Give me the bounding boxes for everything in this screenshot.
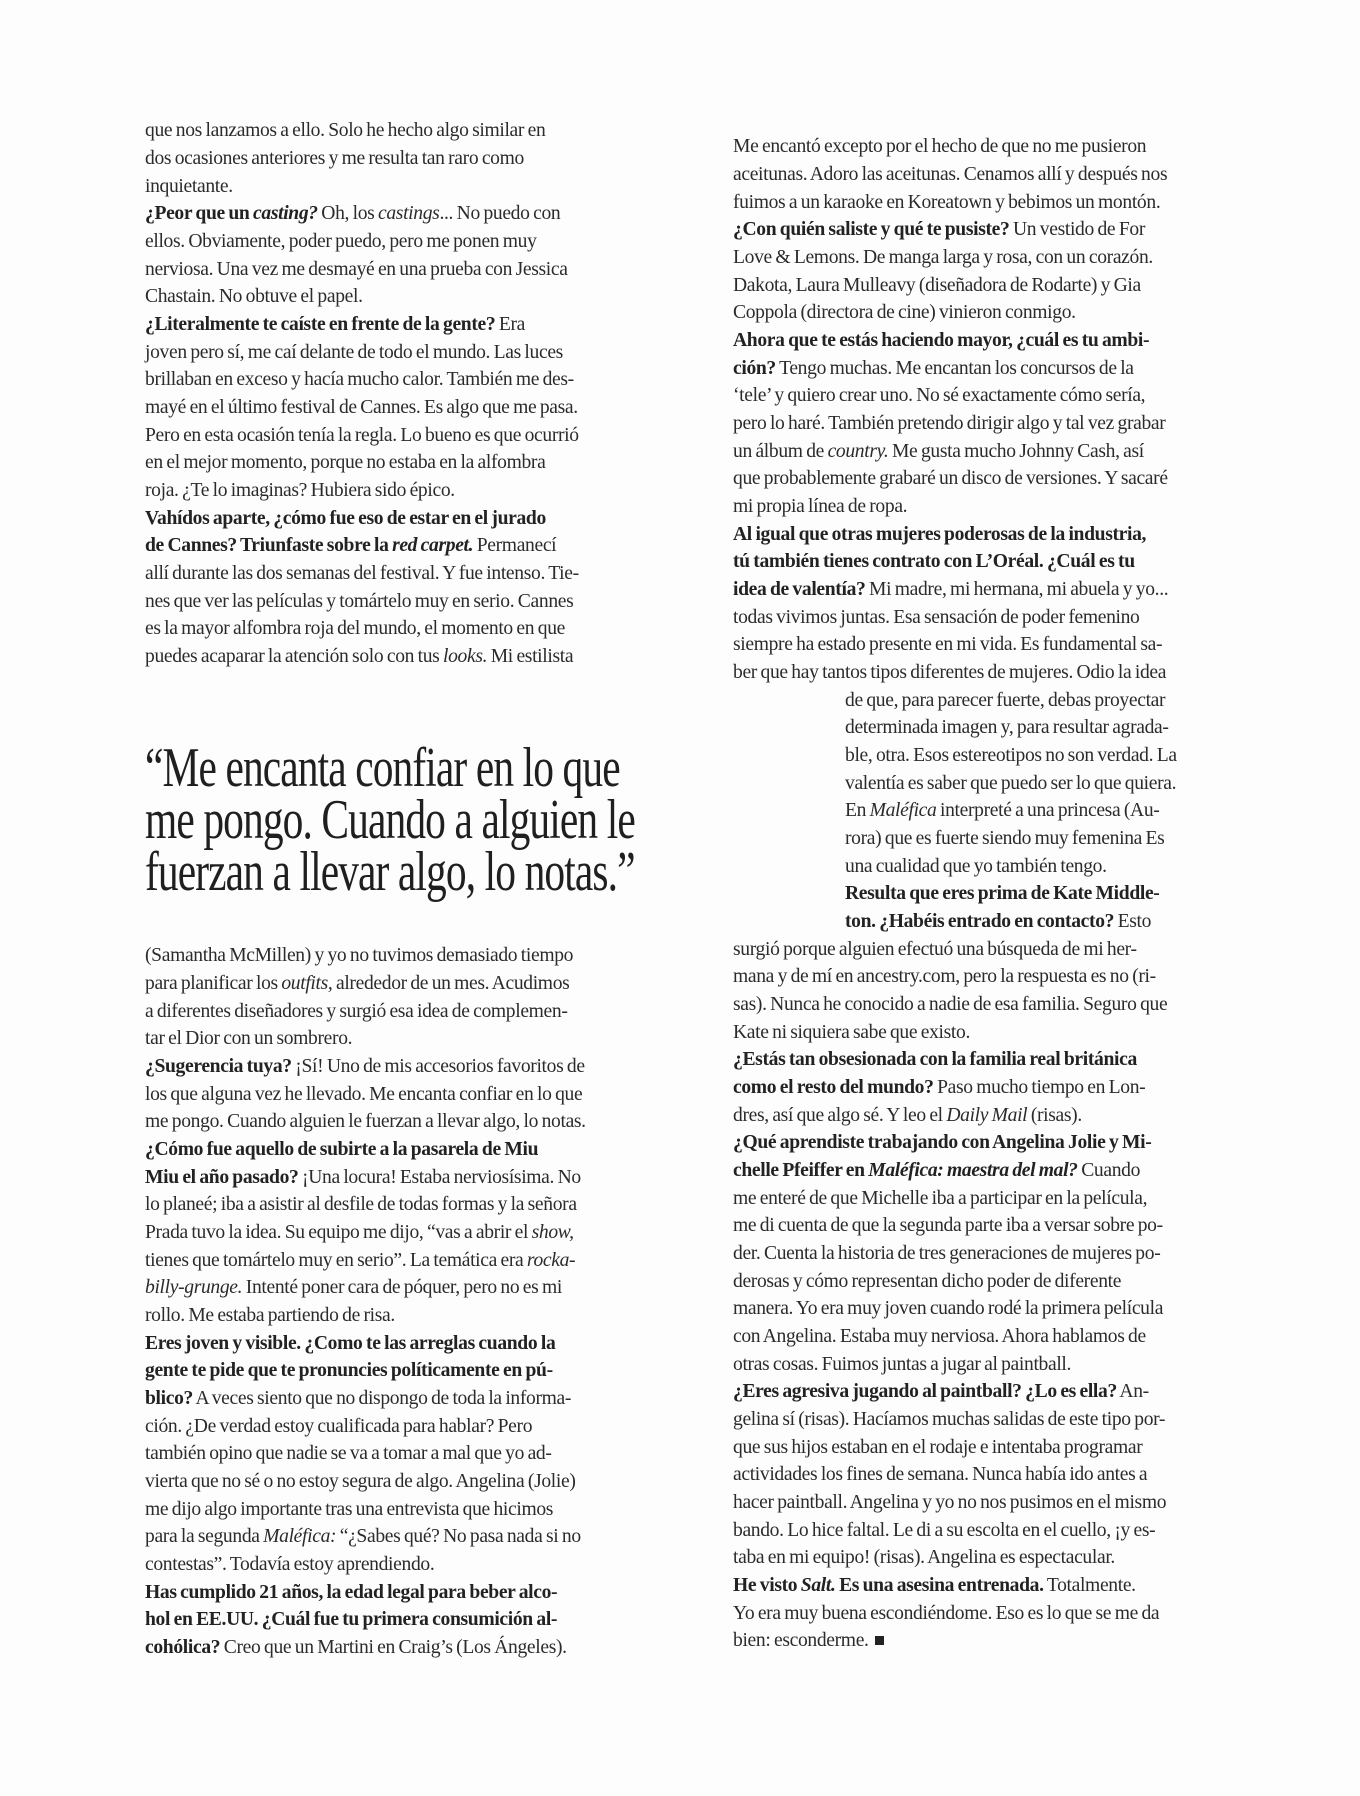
text-line	[845, 742, 1177, 770]
text-line	[145, 1274, 562, 1302]
question-text: chelle Pfeiffer en	[733, 1160, 869, 1181]
text-line	[145, 1081, 582, 1109]
answer-text: ber que hay tantos tipos diferentes de mujeres. Odio la idea	[733, 662, 1167, 683]
text-line	[733, 1295, 1163, 1323]
question-text: ¿Estás tan obsesionada con la familia real británica	[733, 1049, 1137, 1070]
answer-text: “¿Sabes qué? No pasa nada si no	[336, 1526, 581, 1547]
answer-text: Paso mucho tiempo en Lon-	[933, 1077, 1146, 1098]
answer-text: actividades los fines de semana. Nunca había ido antes a	[733, 1464, 1148, 1485]
answer-text: que sus hijos estaban en el rodaje e intentaba programar	[733, 1437, 1143, 1458]
answer-text: fuimos a un karaoke en Koreatown y bebimos un montón.	[733, 192, 1161, 213]
text-line	[733, 1351, 1071, 1379]
answer-text: rollo. Me estaba partiendo de risa.	[145, 1305, 395, 1326]
answer-text: Me encantó excepto por el hecho de que no me pusieron	[733, 136, 1147, 157]
text-line	[145, 1634, 567, 1662]
answer-text: inquietante.	[145, 176, 233, 197]
answer-text: nes que ver las películas y tomártelo muy en serio. Cannes	[145, 591, 574, 612]
question-text: hol en EE.UU. ¿Cuál fue tu primera consumición al-	[145, 1609, 558, 1630]
answer-text: Me gusta mucho Johnny Cash, así	[888, 441, 1144, 462]
text-line	[733, 299, 1076, 327]
text-line	[145, 970, 569, 998]
answer-text: también opino que nadie se va a tomar a mal que yo ad-	[145, 1443, 552, 1464]
answer-text: me dijo algo importante tras una entrevista que hicimos	[145, 1499, 554, 1520]
italic-text: casting?	[253, 203, 318, 224]
italic-text: country.	[827, 441, 889, 462]
question-text: tú también tienes contrato con L’Oréal. ¿Cuál es tu	[733, 551, 1135, 572]
text-line	[733, 327, 1149, 355]
answer-text: bando. Lo hice faltal. Le di a su escolta en el cuello, ¡y es-	[733, 1520, 1156, 1541]
text-line	[733, 1378, 1149, 1406]
answer-text: bien: esconderme.	[733, 1630, 869, 1651]
answer-text: nerviosa. Una vez me desmayé en una prueba con Jessica	[145, 259, 568, 280]
text-line	[145, 615, 565, 643]
italic-text: Maléfica: maestra del mal?	[868, 1160, 1078, 1181]
text-line	[733, 1074, 1145, 1102]
answer-text: alrededor de un mes. Acudimos	[332, 973, 570, 994]
question-text: He visto	[733, 1575, 801, 1596]
answer-text: Totalmente.	[1043, 1575, 1136, 1596]
text-line	[733, 1102, 1082, 1130]
text-line	[733, 133, 1146, 161]
answer-text: me enteré de que Michelle iba a participar en la película,	[733, 1188, 1148, 1209]
question-text: Resulta que eres prima de Kate Middle-	[845, 883, 1160, 904]
text-line	[145, 145, 524, 173]
answer-text: aceitunas. Adoro las aceitunas. Cenamos allí y después nos	[733, 164, 1168, 185]
text-line	[145, 228, 537, 256]
question-text: ¿Cómo fue aquello de subirte a la pasarela de Miu	[145, 1139, 539, 1160]
question-text	[868, 1160, 1077, 1181]
text-line	[145, 394, 578, 422]
answer-text: (Samantha McMillen) y yo no tuvimos demasiado tiempo	[145, 945, 574, 966]
answer-text: un álbum de	[733, 441, 828, 462]
text-line	[145, 422, 579, 450]
answer-text: ción. ¿De verdad estoy cualificada para hablar? Pero	[145, 1416, 533, 1437]
pull-quote-line: “Me encanta confiar en lo que	[145, 737, 620, 799]
text-line	[145, 117, 545, 145]
question-text: ¿Con quién saliste y qué te pusiste?	[733, 219, 1010, 240]
question-text: Has cumplido 21 años, la edad legal para beber alco-	[145, 1582, 558, 1603]
question-text	[253, 203, 318, 224]
text-line	[845, 714, 1169, 742]
question-text: ton. ¿Habéis entrado en contacto?	[845, 911, 1115, 932]
question-text: blico?	[145, 1388, 193, 1409]
question-text: ¿Qué aprendiste trabajando con Angelina Jolie y Mi-	[733, 1132, 1152, 1153]
answer-text: dos ocasiones anteriores y me resulta tan raro como	[145, 148, 524, 169]
italic-text: rocka-	[526, 1250, 576, 1271]
text-line	[733, 1627, 884, 1655]
text-line	[145, 998, 568, 1026]
question-text: gente te pide que te pronuncies políticamente en pú-	[145, 1360, 553, 1381]
text-line	[145, 1579, 557, 1607]
text-line	[145, 200, 560, 228]
question-text: ¿Eres agresiva jugando al paintball? ¿Lo es ella?	[733, 1381, 1117, 1402]
text-line	[145, 1302, 395, 1330]
italic-text: Daily Mail	[946, 1105, 1028, 1126]
text-line	[145, 311, 525, 339]
text-line	[145, 1468, 576, 1496]
text-line	[145, 449, 545, 477]
text-line	[733, 1212, 1163, 1240]
text-line	[733, 991, 1167, 1019]
answer-text: para la segunda	[145, 1526, 264, 1547]
text-line	[145, 1136, 538, 1164]
answer-text: derosas y cómo representan dicho poder de diferente	[733, 1271, 1122, 1292]
text-line	[845, 853, 1107, 881]
answer-text: interpreté a una princesa (Au-	[936, 800, 1160, 821]
answer-text: siempre ha estado presente en mi vida. Es fundamental sa-	[733, 634, 1163, 655]
text-line	[733, 1544, 1115, 1572]
text-line	[145, 477, 455, 505]
answer-text: gelina sí (risas). Hacíamos muchas salidas de este tipo por-	[733, 1409, 1166, 1430]
text-line	[733, 936, 1137, 964]
question-text	[392, 535, 473, 556]
answer-text: Permanecí	[473, 535, 557, 556]
answer-text: puedes acaparar la atención solo con tus	[145, 646, 444, 667]
answer-text: contestas”. Todavía estoy aprendiendo.	[145, 1554, 435, 1575]
answer-text: tienes que tomártelo muy en serio”. La temática era	[145, 1250, 527, 1271]
answer-text: otras cosas. Fuimos juntas a jugar al paintball.	[733, 1354, 1072, 1375]
text-line	[733, 382, 1145, 410]
answer-text: una cualidad que yo también tengo.	[845, 856, 1107, 877]
text-line	[145, 283, 363, 311]
answer-text: Dakota, Laura Mulleavy (diseñadora de Rodarte) y Gia	[733, 275, 1141, 296]
answer-text: En	[845, 800, 870, 821]
answer-text: ellos. Obviamente, poder puedo, pero me ponen muy	[145, 231, 537, 252]
answer-text: Yo era muy buena escondiéndome. Eso es lo que se me da	[733, 1603, 1160, 1624]
answer-text: que probablemente grabaré un disco de versiones. Y sacaré	[733, 468, 1168, 489]
answer-text: es la mayor alfombra roja del mundo, el momento en que	[145, 618, 565, 639]
question-text: Ahora que te estás haciendo mayor, ¿cuál es tu ambi-	[733, 330, 1150, 351]
text-line	[733, 604, 1140, 632]
text-line	[145, 1440, 552, 1468]
italic-text: red carpet.	[392, 535, 474, 556]
italic-text: Maléfica	[869, 800, 937, 821]
question-text: idea de valentía?	[733, 579, 866, 600]
text-line	[733, 1489, 1166, 1517]
answer-text: ‘tele’ y quiero crear uno. No sé exactamente cómo sería,	[733, 385, 1146, 406]
answer-text: An-	[1116, 1381, 1149, 1402]
answer-text: de que, para parecer fuerte, debas proyectar	[845, 690, 1166, 711]
question-text: ¿Literalmente te caíste en frente de la gente?	[145, 314, 496, 335]
answer-text: pero lo haré. También pretendo dirigir algo y tal vez grabar	[733, 413, 1166, 434]
question-text: Eres joven y visible. ¿Como te las arreglas cuando la	[145, 1333, 556, 1354]
text-line	[733, 1129, 1151, 1157]
answer-text: para planificar los	[145, 973, 282, 994]
question-text: Vahídos aparte, ¿cómo fue eso de estar en el jurado	[145, 508, 546, 529]
answer-text: manera. Yo era muy joven cuando rodé la primera película	[733, 1298, 1164, 1319]
answer-text: ¡Una locura! Estaba nerviosísima. No	[298, 1167, 581, 1188]
answer-text: me di cuenta de que la segunda parte iba a versar sobre po-	[733, 1215, 1163, 1236]
answer-text: Kate ni siquiera sabe que existo.	[733, 1022, 971, 1043]
question-text: como el resto del mundo?	[733, 1077, 934, 1098]
pull-quote-line: fuerzan a llevar algo, lo notas.”	[145, 841, 635, 903]
text-line	[733, 1600, 1159, 1628]
answer-text: roja. ¿Te lo imaginas? Hubiera sido épico.	[145, 480, 455, 501]
text-line	[733, 659, 1166, 687]
text-line	[733, 521, 1146, 549]
answer-text: (risas).	[1027, 1105, 1082, 1126]
text-line	[733, 1157, 1140, 1185]
text-line	[733, 1406, 1165, 1434]
answer-text: con Angelina. Estaba muy nerviosa. Ahora hablamos de	[733, 1326, 1146, 1347]
question-text: ¿Peor que un	[145, 203, 254, 224]
answer-text: mi propia línea de ropa.	[733, 496, 908, 517]
text-line	[145, 560, 579, 588]
answer-text: Coppola (directora de cine) vinieron conmigo.	[733, 302, 1076, 323]
text-line	[145, 1551, 434, 1579]
text-line	[145, 1053, 585, 1081]
answer-text: determinada imagen y, para resultar agrada-	[845, 717, 1169, 738]
answer-text: Intenté poner cara de póquer, pero no es mi	[242, 1277, 562, 1298]
text-line	[145, 1191, 577, 1219]
italic-text: outfits,	[281, 973, 333, 994]
answer-text: ... No puedo con	[439, 203, 561, 224]
text-line	[845, 825, 1164, 853]
text-line	[733, 1323, 1146, 1351]
answer-text: me pongo. Cuando alguien le fuerzan a llevar algo, lo notas.	[145, 1111, 586, 1132]
italic-text: Salt.	[800, 1575, 836, 1596]
answer-text: hacer paintball. Angelina y yo no nos pusimos en el mismo	[733, 1492, 1167, 1513]
answer-text: tar el Dior con un sombrero.	[145, 1028, 353, 1049]
answer-text: Prada tuvo la idea. Su equipo me dijo, “vas a abrir el	[145, 1222, 532, 1243]
text-line	[733, 1019, 970, 1047]
text-line	[733, 576, 1168, 604]
text-line	[733, 493, 907, 521]
text-line	[733, 410, 1165, 438]
answer-text: lo planeé; iba a asistir al desfile de todas formas y la señora	[145, 1194, 577, 1215]
text-line	[733, 1185, 1147, 1213]
text-line	[145, 366, 574, 394]
text-line	[145, 1606, 557, 1634]
answer-text: ble, otra. Esos estereotipos no son verdad. La	[845, 745, 1177, 766]
text-line	[845, 908, 1151, 936]
answer-text: Mi estilista	[487, 646, 574, 667]
text-line	[845, 687, 1165, 715]
answer-text: Un vestido de For	[1009, 219, 1145, 240]
text-line	[733, 1517, 1155, 1545]
answer-text: Cuando	[1077, 1160, 1141, 1181]
text-line	[145, 643, 573, 671]
answer-text: taba en mi equipo! (risas). Angelina es espectacular.	[733, 1547, 1115, 1568]
pull-quote-line: me pongo. Cuando a alguien le	[145, 789, 635, 851]
answer-text: A veces siento que no dispongo de toda la informa-	[192, 1388, 572, 1409]
question-text: ción?	[733, 358, 776, 379]
text-line	[733, 1240, 1160, 1268]
answer-text: Chastain. No obtuve el papel.	[145, 286, 363, 307]
answer-text: mana y de mí en ancestry.com, pero la respuesta es no (ri-	[733, 966, 1156, 987]
italic-text: Maléfica:	[263, 1526, 337, 1547]
italic-text: looks.	[443, 646, 488, 667]
text-line	[733, 1461, 1147, 1489]
answer-text: Era	[495, 314, 526, 335]
text-line	[733, 548, 1135, 576]
text-line	[145, 1164, 581, 1192]
answer-text: Oh, los	[317, 203, 379, 224]
question-text: Al igual que otras mujeres poderosas de la industria,	[733, 524, 1147, 545]
answer-text: Esto	[1114, 911, 1152, 932]
question-text: Miu el año pasado?	[145, 1167, 299, 1188]
text-line	[145, 942, 573, 970]
answer-text: der. Cuenta la historia de tres generaciones de mujeres po-	[733, 1243, 1161, 1264]
italic-text: castings	[378, 203, 440, 224]
answer-text: Mi madre, mi hermana, mi abuela y yo...	[865, 579, 1169, 600]
text-line	[145, 505, 546, 533]
text-line	[845, 880, 1159, 908]
text-line	[145, 339, 563, 367]
text-line	[733, 1046, 1137, 1074]
answer-text: dres, así que algo sé. Y leo el	[733, 1105, 947, 1126]
answer-text: joven pero sí, me caí delante de todo el mundo. Las luces	[145, 342, 563, 363]
question-text: de Cannes? Triunfaste sobre la	[145, 535, 393, 556]
pull-quote	[145, 737, 805, 903]
answer-text: todas vivimos juntas. Esa sensación de poder femenino	[733, 607, 1140, 628]
text-line	[845, 797, 1159, 825]
answer-text: ¡Sí! Uno de mis accesorios favoritos de	[291, 1056, 585, 1077]
text-line	[733, 355, 1134, 383]
text-line	[145, 1385, 571, 1413]
question-text: cohólica?	[145, 1637, 221, 1658]
text-line	[145, 532, 556, 560]
text-line	[145, 1523, 581, 1551]
answer-text: valentía es saber que puedo ser lo que quiera.	[845, 773, 1177, 794]
answer-text: que nos lanzamos a ello. Solo he hecho algo similar en	[145, 120, 546, 141]
answer-text: vierta que no sé o no estoy segura de algo. Angelina (Jolie)	[145, 1471, 576, 1492]
answer-text: Creo que un Martini en Craig’s (Los Ángeles).	[220, 1637, 567, 1658]
text-line	[733, 1268, 1121, 1296]
text-line	[733, 1572, 1136, 1600]
question-text	[801, 1575, 836, 1596]
question-text: Es una asesina entrenada.	[835, 1575, 1044, 1596]
text-line	[733, 189, 1160, 217]
italic-text: billy-grunge.	[145, 1277, 243, 1298]
text-line	[145, 1357, 553, 1385]
italic-text: show,	[531, 1222, 574, 1243]
answer-text: brillaban en exceso y hacía mucho calor. También me des-	[145, 369, 574, 390]
answer-text: surgió porque alguien efectuó una búsqueda de mi her-	[733, 939, 1137, 960]
text-line	[733, 1434, 1142, 1462]
question-text: ¿Sugerencia tuya?	[145, 1056, 292, 1077]
text-line	[733, 161, 1167, 189]
text-line	[145, 1413, 532, 1441]
text-line	[733, 631, 1162, 659]
text-line	[145, 588, 573, 616]
answer-text: a diferentes diseñadores y surgió esa idea de complemen-	[145, 1001, 568, 1022]
text-line	[145, 1108, 586, 1136]
text-line	[145, 1025, 352, 1053]
answer-text: en el mejor momento, porque no estaba en la alfombra	[145, 452, 546, 473]
text-line	[733, 438, 1144, 466]
text-line	[145, 1247, 575, 1275]
answer-text: Tengo muchas. Me encantan los concursos de la	[775, 358, 1134, 379]
text-line	[733, 272, 1141, 300]
answer-text: sas). Nunca he conocido a nadie de esa familia. Seguro que	[733, 994, 1168, 1015]
text-line	[145, 173, 233, 201]
answer-text: rora) que es fuerte siendo muy femenina Es	[845, 828, 1165, 849]
text-line	[145, 1496, 553, 1524]
text-line	[733, 963, 1156, 991]
answer-text: los que alguna vez he llevado. Me encanta confiar en lo que	[145, 1084, 583, 1105]
text-line	[845, 770, 1176, 798]
answer-text: allí durante las dos semanas del festival. Y fue intenso. Tie-	[145, 563, 579, 584]
text-line	[145, 1219, 574, 1247]
text-line	[145, 1330, 555, 1358]
text-line	[733, 216, 1145, 244]
end-of-article-square-icon	[875, 1636, 884, 1645]
text-line	[733, 244, 1153, 272]
answer-text: Love & Lemons. De manga larga y rosa, con un corazón.	[733, 247, 1153, 268]
text-line	[145, 256, 568, 284]
answer-text: mayé en el último festival de Cannes. Es algo que me pasa.	[145, 397, 578, 418]
text-line	[733, 465, 1168, 493]
answer-text: Pero en esta ocasión tenía la regla. Lo bueno es que ocurrió	[145, 425, 579, 446]
